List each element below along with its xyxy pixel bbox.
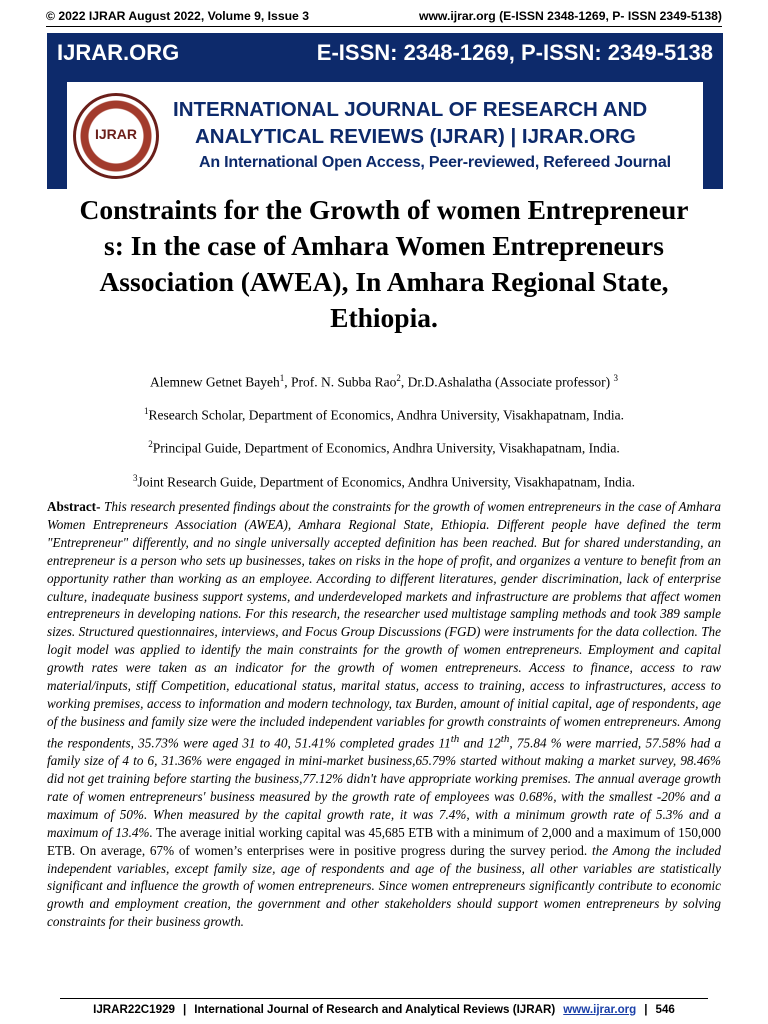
paper-code: IJRAR22C1929 [93, 1002, 175, 1016]
abstract-text: the Among the included independent variables, except family size, age of respondents and age of the business, all other variables are statistically significant and influence the growth of women entrepreneurs. Since women entrepreneurs significantly contribute to economic growth and employment creation, the government and other stakeholders should support women entrepreneurs by solving constraints for their business growth. [47, 842, 721, 930]
running-footer [60, 998, 708, 1019]
banner-inner-panel [67, 82, 703, 189]
abstract-text: and 12 [459, 735, 501, 751]
header-url-issn[interactable]: www.ijrar.org (E-ISSN 2348-1269, P- ISSN 2349-5138) [418, 9, 722, 23]
abstract-text: , 75.84 % were married, 57.58% had a family size of 4 to 6, 31.36% were engaged in mini-market business,65.79% started without making a market survey, 98.46% did not get training before starting the business,77.12% didn't have appropriate working premises. The annual average growth rate of women entrepreneurs' business measured by the growth rate of employees was 0.68%, with the smallest -20% and a maximum of 50%. When measured by the capital growth rate, it was 7.4%, with a minimum growth rate of 5.3% and a maximum of 13.4%. [47, 735, 721, 840]
page-number: 546 [655, 1002, 675, 1016]
author-name: , Prof. N. Subba Rao [284, 374, 397, 390]
journal-name-line1: INTERNATIONAL JOURNAL OF RESEARCH AND [173, 97, 648, 121]
copyright-text: © 2022 IJRAR August 2022, Volume 9, Issue 3 [46, 9, 309, 23]
footer-separator: | [182, 1002, 187, 1016]
footer-separator: | [644, 1002, 648, 1016]
footer-journal-name: International Journal of Research and Analytical Reviews (IJRAR) [194, 1002, 556, 1016]
banner-site-name: IJRAR.ORG [57, 40, 180, 65]
abstract-label: Abstract- [47, 499, 101, 514]
author-sup: 1 [279, 373, 285, 383]
author-sup: 3 [613, 373, 618, 383]
affiliation [40, 430, 728, 463]
title-line: Constraints for the Growth of women Entrepreneur [79, 194, 689, 225]
journal-seal-logo [73, 93, 159, 179]
abstract-sup: th [500, 732, 510, 745]
running-header [46, 6, 722, 27]
title-line: Ethiopia. [330, 302, 438, 333]
paper-title [40, 192, 728, 336]
author-name: Alemnew Getnet Bayeh [150, 374, 280, 390]
banner-journal-name [173, 96, 671, 176]
author-sup: 2 [396, 373, 401, 383]
footer-website-link[interactable]: www.ijrar.org [563, 1002, 637, 1016]
author-name: , Dr.D.Ashalatha (Associate professor) [400, 374, 614, 390]
author-list [40, 364, 728, 397]
affiliation-text: Principal Guide, Department of Economics, Andhra University, Visakhapatnam, India. [152, 440, 620, 456]
author-block [40, 364, 728, 497]
abstract-text-plain: The average initial working capital was 45,685 ETB with a minimum of 2,000 and a maximum of 150,000 ETB. On average, 67% of women’s enterprises were in positive progress during the survey period. [47, 824, 721, 858]
title-line: Association (AWEA), In Amhara Regional State, [99, 266, 669, 297]
banner-top-bar [47, 33, 723, 73]
affiliation-sup: 2 [148, 439, 153, 450]
banner-issn: E-ISSN: 2348-1269, P-ISSN: 2349-5138 [316, 40, 713, 65]
affiliation-text: Research Scholar, Department of Economics, Andhra University, Visakhapatnam, India. [148, 407, 624, 423]
journal-name-line2: ANALYTICAL REVIEWS (IJRAR) | IJRAR.ORG [195, 124, 636, 148]
abstract [47, 498, 721, 931]
affiliation [40, 464, 728, 497]
journal-banner [47, 33, 723, 189]
affiliation-sup: 3 [133, 472, 138, 483]
journal-tagline: An International Open Access, Peer-reviewed, Refereed Journal [199, 153, 671, 171]
title-line: s: In the case of Amhara Women Entrepreneurs [104, 230, 664, 261]
affiliation-sup: 1 [143, 406, 149, 417]
affiliation-text: Joint Research Guide, Department of Economics, Andhra University, Visakhapatnam, India. [137, 474, 635, 490]
affiliation [40, 397, 728, 430]
abstract-text: This research presented findings about the constraints for the growth of women entrepreneurs in the case of Amhara Women Entrepreneurs Association (AWEA), Amhara Regional State, Ethiopia. Different people have defined the term "Entrepreneur" differently, and no single universally accepted definition has been reached. But for shared understanding, an entrepreneur is a person who sets up businesses, takes on risks in the hope of profit, and organizes a venture to benefit from an opportunity rather than working as an employee. According to different literatures, gender discrimination, lack of enterprise culture, inadequate business support systems, and underdeveloped markets and infrastructure are problems that affect women entrepreneurs in developing nations. For this research, the researcher used multistage sampling methods and took 389 sample sizes. Structured questionnaires, interviews, and Focus Group Discussions (FGD) were instruments for the data collection. The logit model was applied to identify the main constraints for the growth of women entrepreneurs. Employment and capital growth rates were taken as an indicator for the growth of women entrepreneurs. Access to finance, access to raw material/inputs, stiff Competition, educational status, marital status, access to training, access to infrastructures, access to working premises, access to information and modern technology, tax Burden, amount of initial capital, age of respondents, age of the business and family size were the included independent variables for growth constraints of women entrepreneurs. Among the respondents, 35.73% were aged 31 to 40, 51.41% completed grades 11 [47, 499, 721, 751]
abstract-sup: th [450, 732, 460, 745]
seal-text: IJRAR [94, 125, 137, 142]
